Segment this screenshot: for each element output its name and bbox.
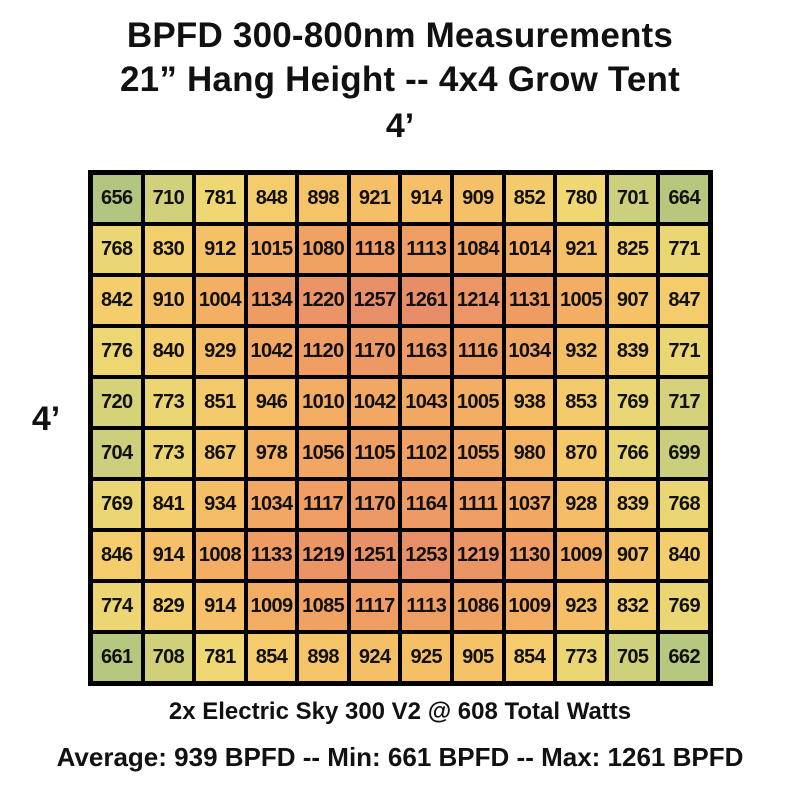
heatmap-cell: 851 <box>196 379 244 426</box>
heatmap-cell: 1130 <box>506 532 554 579</box>
heatmap-cell: 910 <box>145 277 193 324</box>
heatmap-cell: 717 <box>660 379 708 426</box>
heatmap-cell: 870 <box>557 430 605 477</box>
heatmap-cell: 1113 <box>402 583 450 630</box>
heatmap-cell: 1164 <box>402 481 450 528</box>
heatmap-cell: 708 <box>145 634 193 681</box>
heatmap-cell: 898 <box>299 175 347 222</box>
heatmap-cell: 704 <box>93 430 141 477</box>
heatmap-cell: 825 <box>609 226 657 273</box>
heatmap-cell: 1117 <box>299 481 347 528</box>
heatmap-cell: 946 <box>248 379 296 426</box>
heatmap-cell: 1118 <box>351 226 399 273</box>
heatmap-cell: 1133 <box>248 532 296 579</box>
heatmap-cell: 841 <box>145 481 193 528</box>
heatmap-cell: 925 <box>402 634 450 681</box>
heatmap-cell: 921 <box>351 175 399 222</box>
heatmap-cell: 705 <box>609 634 657 681</box>
heatmap-cell: 769 <box>93 481 141 528</box>
heatmap-cell: 914 <box>196 583 244 630</box>
heatmap-cell: 829 <box>145 583 193 630</box>
heatmap-cell: 839 <box>609 481 657 528</box>
top-axis-label: 4’ <box>385 107 415 145</box>
heatmap-cell: 1219 <box>454 532 502 579</box>
heatmap-cell: 1113 <box>402 226 450 273</box>
heatmap-cell: 768 <box>93 226 141 273</box>
heatmap-cell: 907 <box>609 277 657 324</box>
heatmap-cell: 1219 <box>299 532 347 579</box>
heatmap-cell: 839 <box>609 328 657 375</box>
chart-subtitle: 21” Hang Height -- 4x4 Grow Tent <box>120 60 680 99</box>
heatmap-cell: 780 <box>557 175 605 222</box>
heatmap-cell: 921 <box>557 226 605 273</box>
heatmap-cell: 1056 <box>299 430 347 477</box>
heatmap-cell: 1009 <box>248 583 296 630</box>
heatmap-cell: 1116 <box>454 328 502 375</box>
heatmap-cell: 720 <box>93 379 141 426</box>
heatmap-cell: 781 <box>196 175 244 222</box>
heatmap-cell: 842 <box>93 277 141 324</box>
heatmap-cell: 1170 <box>351 481 399 528</box>
heatmap-cell: 1004 <box>196 277 244 324</box>
heatmap-cell: 1010 <box>299 379 347 426</box>
heatmap-cell: 853 <box>557 379 605 426</box>
heatmap-cell: 980 <box>506 430 554 477</box>
heatmap-cell: 774 <box>93 583 141 630</box>
heatmap-cell: 1117 <box>351 583 399 630</box>
heatmap-cell: 1220 <box>299 277 347 324</box>
heatmap-cell: 852 <box>506 175 554 222</box>
stats-caption: Average: 939 BPFD -- Min: 661 BPFD -- Max: 1261 BPFD <box>56 742 744 772</box>
heatmap-cell: 932 <box>557 328 605 375</box>
heatmap-cell: 781 <box>196 634 244 681</box>
heatmap-cell: 1055 <box>454 430 502 477</box>
heatmap-cell: 1170 <box>351 328 399 375</box>
heatmap-cell: 905 <box>454 634 502 681</box>
heatmap-cell: 1134 <box>248 277 296 324</box>
heatmap-cell: 776 <box>93 328 141 375</box>
heatmap-cell: 924 <box>351 634 399 681</box>
heatmap-cell: 846 <box>93 532 141 579</box>
heatmap-cell: 661 <box>93 634 141 681</box>
heatmap-cell: 1120 <box>299 328 347 375</box>
heatmap-cell: 766 <box>609 430 657 477</box>
heatmap-cell: 978 <box>248 430 296 477</box>
heatmap-grid <box>88 170 713 686</box>
heatmap-cell: 929 <box>196 328 244 375</box>
heatmap-cell: 1015 <box>248 226 296 273</box>
heatmap-cell: 1009 <box>557 532 605 579</box>
heatmap-cell: 662 <box>660 634 708 681</box>
heatmap-cell: 1005 <box>557 277 605 324</box>
heatmap-cell: 1111 <box>454 481 502 528</box>
heatmap-cell: 1105 <box>351 430 399 477</box>
heatmap-cell: 1257 <box>351 277 399 324</box>
heatmap-cell: 771 <box>660 328 708 375</box>
heatmap-cell: 769 <box>660 583 708 630</box>
heatmap-cell: 699 <box>660 430 708 477</box>
heatmap-cell: 914 <box>145 532 193 579</box>
heatmap-cell: 854 <box>248 634 296 681</box>
heatmap-cell: 1253 <box>402 532 450 579</box>
heatmap-cell: 848 <box>248 175 296 222</box>
heatmap-cell: 830 <box>145 226 193 273</box>
heatmap-cell: 840 <box>145 328 193 375</box>
heatmap-cell: 664 <box>660 175 708 222</box>
heatmap-cell: 656 <box>93 175 141 222</box>
heatmap-cell: 1034 <box>248 481 296 528</box>
heatmap-cell: 1251 <box>351 532 399 579</box>
heatmap-cell: 1163 <box>402 328 450 375</box>
heatmap-cell: 909 <box>454 175 502 222</box>
heatmap-cell: 907 <box>609 532 657 579</box>
heatmap-cell: 1042 <box>351 379 399 426</box>
heatmap-cell: 1131 <box>506 277 554 324</box>
chart-title: BPFD 300-800nm Measurements <box>126 16 674 55</box>
heatmap-cell: 768 <box>660 481 708 528</box>
heatmap-cell: 1034 <box>506 328 554 375</box>
heatmap-cell: 771 <box>660 226 708 273</box>
heatmap-cell: 773 <box>145 430 193 477</box>
heatmap-cell: 867 <box>196 430 244 477</box>
heatmap-cell: 1043 <box>402 379 450 426</box>
heatmap-cell: 1085 <box>299 583 347 630</box>
heatmap-cell: 898 <box>299 634 347 681</box>
heatmap-cell: 928 <box>557 481 605 528</box>
heatmap-cell: 773 <box>557 634 605 681</box>
heatmap-cell: 1009 <box>506 583 554 630</box>
heatmap-cell: 701 <box>609 175 657 222</box>
heatmap-cell: 1102 <box>402 430 450 477</box>
heatmap-cell: 1261 <box>402 277 450 324</box>
heatmap-cell: 1037 <box>506 481 554 528</box>
heatmap-cell: 1080 <box>299 226 347 273</box>
heatmap-cell: 847 <box>660 277 708 324</box>
heatmap-cell: 914 <box>402 175 450 222</box>
fixture-caption: 2x Electric Sky 300 V2 @ 608 Total Watts <box>168 698 632 725</box>
heatmap-cell: 773 <box>145 379 193 426</box>
heatmap-cell: 832 <box>609 583 657 630</box>
heatmap-cell: 938 <box>506 379 554 426</box>
heatmap-cell: 710 <box>145 175 193 222</box>
heatmap-cell: 1086 <box>454 583 502 630</box>
heatmap-cell: 923 <box>557 583 605 630</box>
heatmap-cell: 854 <box>506 634 554 681</box>
heatmap-cell: 1214 <box>454 277 502 324</box>
heatmap-cell: 934 <box>196 481 244 528</box>
heatmap-cell: 1084 <box>454 226 502 273</box>
heatmap-cell: 1042 <box>248 328 296 375</box>
heatmap-cell: 769 <box>609 379 657 426</box>
heatmap-cell: 840 <box>660 532 708 579</box>
heatmap-cell: 912 <box>196 226 244 273</box>
heatmap-cell: 1014 <box>506 226 554 273</box>
heatmap-cell: 1008 <box>196 532 244 579</box>
heatmap-cell: 1005 <box>454 379 502 426</box>
left-axis-label: 4’ <box>31 400 61 438</box>
